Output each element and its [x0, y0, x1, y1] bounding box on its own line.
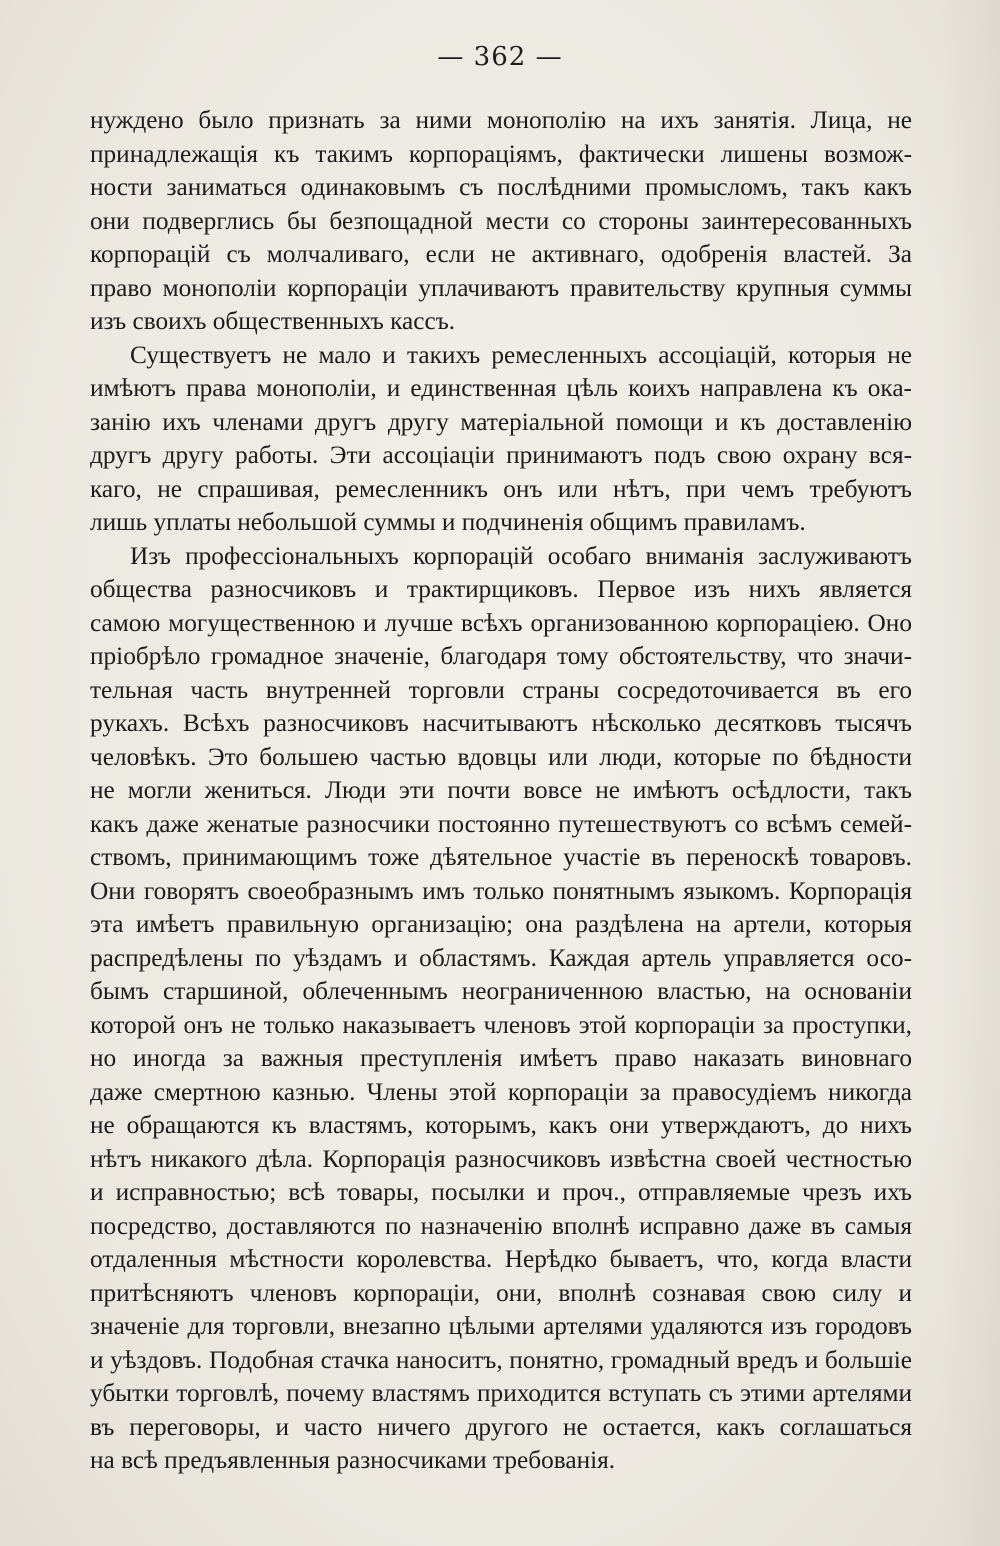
- text-line: отдаленныя мѣстности королевства. Нерѣдко бываетъ, что, когда власти: [90, 1245, 912, 1273]
- text-line: пріобрѣло громадное значеніе, благодаря тому обстоятельству, что значи-: [90, 642, 912, 670]
- text-line: значеніе для торговли, внезапно цѣлыми артелями удаляются изъ городовъ: [90, 1312, 912, 1340]
- paragraph: [90, 540, 912, 1478]
- text-line: распредѣлены по уѣздамъ и областямъ. Каждая артель управляется осо-: [90, 943, 912, 972]
- page-edge-shadow: [940, 0, 1000, 1546]
- paragraph: [90, 339, 912, 540]
- text-line: изъ своихъ общественныхъ кассъ.: [90, 307, 456, 335]
- text-line: и исправностью; всѣ товары, посылки и проч., отправляемые чрезъ ихъ: [90, 1178, 912, 1206]
- text-line: Существуетъ не мало и такихъ ремесленныхъ ассоціацій, которыя не: [130, 340, 912, 369]
- text-line: рукахъ. Всѣхъ разносчиковъ насчитываютъ нѣсколько десятковъ тысячъ: [90, 709, 912, 737]
- text-line: даже смертною казнью. Члены этой корпораціи за правосудіемъ никогда: [90, 1077, 912, 1106]
- paragraph: [90, 104, 912, 339]
- text-line: притѣсняютъ членовъ корпораціи, они, вполнѣ сознавая свою силу и: [90, 1278, 912, 1307]
- text-line: эта имѣетъ правильную организацію; она раздѣлена на артели, которыя: [90, 910, 912, 938]
- text-line: Они говорятъ своеобразнымъ имъ только понятнымъ языкомъ. Корпорація: [90, 876, 912, 905]
- text-line: ности заниматься одинаковымъ съ послѣдними промысломъ, такъ какъ: [90, 173, 912, 201]
- text-line: но иногда за важныя преступленія имѣетъ право наказать виновнаго: [90, 1044, 912, 1072]
- text-line: посредство, доставляются по назначенію вполнѣ исправно даже въ самыя: [90, 1211, 912, 1240]
- text-line: занію ихъ членами другъ другу матеріальной помощи и къ доставленію: [90, 407, 912, 436]
- text-line: другъ другу работы. Эти ассоціаціи принимаютъ подъ свою охрану вся-: [90, 441, 912, 469]
- text-line: бымъ старшиной, облеченнымъ неограниченною властью, на основаніи: [90, 977, 912, 1005]
- text-line: убытки торговлѣ, почему властямъ приходится вступать съ этими артелями: [90, 1379, 912, 1407]
- text-line: каго, не спрашивая, ремесленникъ онъ или нѣтъ, при чемъ требуютъ: [90, 474, 912, 503]
- text-line: нуждено было признать за ними монополію на ихъ занятія. Лица, не: [90, 106, 912, 134]
- text-line: общества разносчиковъ и трактирщиковъ. Первое изъ нихъ является: [90, 575, 912, 603]
- text-line: ствомъ, принимающимъ тоже дѣятельное участіе въ переноскѣ товаровъ.: [90, 843, 912, 871]
- text-line: не обращаются къ властямъ, которымъ, какъ они утверждаютъ, до нихъ: [90, 1111, 912, 1139]
- text-line: лишь уплаты небольшой суммы и подчиненія общимъ правиламъ.: [90, 508, 806, 536]
- page-number: — 362 —: [437, 42, 563, 72]
- text-line: и уѣздовъ. Подобная стачка наноситъ, понятно, громадный вредъ и большіе: [90, 1345, 912, 1374]
- text-line: самою могущественною и лучше всѣхъ организованною корпораціею. Оно: [90, 608, 912, 637]
- text-line: человѣкъ. Это большею частью вдовцы или люди, которые по бѣдности: [90, 742, 912, 771]
- text-line: они подверглись бы безпощадной мести со стороны заинтересованныхъ: [90, 206, 912, 235]
- text-line: корпорацій съ молчаливаго, если не активнаго, одобренія властей. За: [90, 240, 912, 268]
- text-line: на всѣ предъявленныя разносчиками требованія.: [90, 1446, 616, 1474]
- text-line: Изъ профессіональныхъ корпорацій особаго вниманія заслуживаютъ: [130, 541, 912, 570]
- text-line: право монополіи корпораціи уплачиваютъ правительству крупныя суммы: [90, 273, 912, 302]
- text-line: тельная часть внутренней торговли страны сосредоточивается въ его: [90, 675, 912, 704]
- text-line: которой онъ не только наказываетъ членовъ этой корпораціи за проступки,: [90, 1010, 912, 1039]
- text-line: принадлежащія къ такимъ корпораціямъ, фактически лишены возмож-: [90, 139, 912, 168]
- text-line: какъ даже женатые разносчики постоянно путешествуютъ со всѣмъ семей-: [90, 809, 912, 838]
- text-line: имѣютъ права монополіи, и единственная цѣль коихъ направлена къ ока-: [90, 374, 912, 402]
- body-text: [90, 104, 912, 1478]
- text-line: нѣтъ никакого дѣла. Корпорація разносчиковъ извѣстна своей честностью: [90, 1144, 912, 1173]
- text-line: не могли жениться. Люди эти почти вовсе не имѣютъ осѣдлости, такъ: [90, 776, 912, 804]
- text-line: въ переговоры, и часто ничего другого не остается, какъ соглашаться: [90, 1412, 912, 1441]
